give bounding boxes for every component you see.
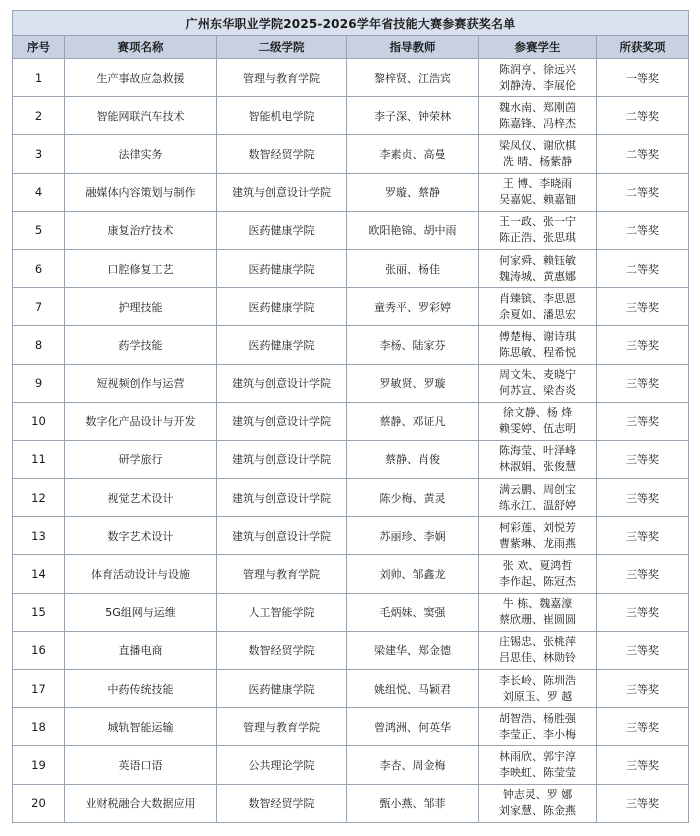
teacher-names: 罗敏贤、罗璇 [347,364,479,402]
teacher-names: 李杨、陆家芬 [347,326,479,364]
table-row [13,59,689,97]
row-number: 6 [13,249,65,287]
table-row [13,402,689,440]
student-pair: 吴嘉妮、赖嘉钿 [499,193,576,207]
student-pair: 吕思佳、林勋铃 [499,651,576,665]
college-name: 公共理论学院 [217,746,347,784]
event-name: 5G组网与运维 [65,593,217,631]
student-pair: 陈嘉锋、冯梓杰 [499,116,576,130]
college-name: 数智经贸学院 [217,784,347,822]
college-name: 智能机电学院 [217,97,347,135]
table-row [13,517,689,555]
college-name: 管理与教育学院 [217,555,347,593]
header-no: 序号 [13,36,65,59]
table-row [13,555,689,593]
event-name: 药学技能 [65,326,217,364]
event-name: 短视频创作与运营 [65,364,217,402]
row-number: 14 [13,555,65,593]
row-number: 15 [13,593,65,631]
event-name: 城轨智能运输 [65,708,217,746]
award-level: 三等奖 [597,708,689,746]
student-pair: 傅楚梅、谢诗琪 [499,329,576,343]
college-name: 建筑与创意设计学院 [217,364,347,402]
student-pair: 陈正浩、张思琪 [499,231,576,245]
teacher-names: 罗璇、蔡静 [347,173,479,211]
teacher-names: 刘帅、邹鑫龙 [347,555,479,593]
student-names [479,59,597,97]
college-name: 管理与教育学院 [217,59,347,97]
award-level: 二等奖 [597,97,689,135]
college-name: 数智经贸学院 [217,135,347,173]
student-names [479,288,597,326]
student-pair: 张 欢、夏鸿哲 [502,559,573,573]
student-names [479,440,597,478]
student-pair: 肖臻镔、李思恩 [499,291,576,305]
college-name: 医药健康学院 [217,326,347,364]
college-name: 医药健康学院 [217,670,347,708]
table-row [13,135,689,173]
award-level: 二等奖 [597,211,689,249]
table-row [13,97,689,135]
award-level: 三等奖 [597,364,689,402]
college-name: 建筑与创意设计学院 [217,173,347,211]
student-names [479,479,597,517]
event-name: 口腔修复工艺 [65,249,217,287]
header-event: 赛项名称 [65,36,217,59]
table-row [13,326,689,364]
header-row [13,36,689,59]
student-pair: 冼 晴、杨紫静 [502,154,573,168]
event-name: 融媒体内容策划与制作 [65,173,217,211]
row-number: 11 [13,440,65,478]
teacher-names: 曾鸿洲、何英华 [347,708,479,746]
student-pair: 蔡欣珊、崔圆圆 [499,613,576,627]
award-level: 二等奖 [597,249,689,287]
teacher-names: 陈少梅、黄灵 [347,479,479,517]
student-pair: 王 博、李晓雨 [502,177,573,191]
table-row [13,631,689,669]
event-name: 数字化产品设计与开发 [65,402,217,440]
teacher-names: 苏丽珍、李娴 [347,517,479,555]
college-name: 建筑与创意设计学院 [217,517,347,555]
student-pair: 陈润亨、徐远兴 [499,62,576,76]
student-pair: 周文朱、麦晓宁 [499,368,576,382]
student-pair: 王一政、张一宁 [499,215,576,229]
teacher-names: 李子深、钟荣林 [347,97,479,135]
student-pair: 陈思敏、程希悦 [499,345,576,359]
teacher-names: 甄小燕、邹菲 [347,784,479,822]
student-pair: 李作起、陈冠杰 [499,575,576,589]
college-name: 建筑与创意设计学院 [217,440,347,478]
event-name: 体育活动设计与设施 [65,555,217,593]
row-number: 17 [13,670,65,708]
row-number: 7 [13,288,65,326]
table-row [13,364,689,402]
table-row [13,440,689,478]
student-pair: 李莹正、李小梅 [499,727,576,741]
award-level: 三等奖 [597,326,689,364]
table-row [13,173,689,211]
student-names [479,517,597,555]
student-pair: 林淑娟、张俊慧 [499,460,576,474]
student-names [479,746,597,784]
event-name: 智能网联汽车技术 [65,97,217,135]
student-names [479,173,597,211]
event-name: 研学旅行 [65,440,217,478]
student-names [479,364,597,402]
student-pair: 满云鹏、周创宝 [499,482,576,496]
table-row [13,670,689,708]
table-row [13,249,689,287]
header-teachers: 指导教师 [347,36,479,59]
header-award: 所获奖项 [597,36,689,59]
award-level: 二等奖 [597,173,689,211]
student-pair: 梁凤仪、谢欣棋 [499,138,576,152]
table-row [13,746,689,784]
row-number: 9 [13,364,65,402]
student-names [479,670,597,708]
award-level: 三等奖 [597,555,689,593]
teacher-names: 欧阳艳锦、胡中雨 [347,211,479,249]
student-pair: 陈海莹、叶泽峰 [499,444,576,458]
event-name: 康复治疗技术 [65,211,217,249]
award-level: 一等奖 [597,59,689,97]
event-name: 业财税融合大数据应用 [65,784,217,822]
award-level: 三等奖 [597,440,689,478]
student-names [479,211,597,249]
award-level: 三等奖 [597,517,689,555]
teacher-names: 黎梓贤、江浩宾 [347,59,479,97]
event-name: 中药传统技能 [65,670,217,708]
student-pair: 李映虹、陈莹莹 [499,765,576,779]
teacher-names: 张丽、杨佳 [347,249,479,287]
student-pair: 魏水南、郑刚茵 [499,100,576,114]
student-names [479,631,597,669]
award-level: 三等奖 [597,593,689,631]
award-level: 三等奖 [597,288,689,326]
college-name: 管理与教育学院 [217,708,347,746]
row-number: 16 [13,631,65,669]
teacher-names: 毛炳妹、窦强 [347,593,479,631]
table-row [13,784,689,822]
row-number: 3 [13,135,65,173]
row-number: 19 [13,746,65,784]
row-number: 5 [13,211,65,249]
row-number: 10 [13,402,65,440]
student-pair: 何家舜、赖钰敏 [499,253,576,267]
event-name: 生产事故应急救援 [65,59,217,97]
award-level: 三等奖 [597,670,689,708]
row-number: 2 [13,97,65,135]
award-level: 三等奖 [597,784,689,822]
award-level: 三等奖 [597,479,689,517]
college-name: 医药健康学院 [217,249,347,287]
student-pair: 徐文静、杨 烽 [502,406,573,420]
table-row [13,708,689,746]
award-level: 三等奖 [597,746,689,784]
event-name: 视觉艺术设计 [65,479,217,517]
student-names [479,555,597,593]
student-names [479,249,597,287]
student-pair: 胡智浩、杨胜强 [499,711,576,725]
teacher-names: 蔡静、肖俊 [347,440,479,478]
student-pair: 柯彩莲、刘悦芳 [499,520,576,534]
row-number: 18 [13,708,65,746]
student-names [479,135,597,173]
college-name: 医药健康学院 [217,211,347,249]
event-name: 直播电商 [65,631,217,669]
teacher-names: 蔡静、邓证凡 [347,402,479,440]
teacher-names: 梁建华、郑金德 [347,631,479,669]
row-number: 12 [13,479,65,517]
student-names [479,326,597,364]
student-pair: 刘家慧、陈金燕 [499,804,576,818]
table-row [13,211,689,249]
student-pair: 李长岭、陈圳浩 [499,673,576,687]
teacher-names: 李素贞、高曼 [347,135,479,173]
student-names [479,784,597,822]
award-list-document [12,10,688,823]
award-level: 二等奖 [597,135,689,173]
college-name: 数智经贸学院 [217,631,347,669]
college-name: 人工智能学院 [217,593,347,631]
student-pair: 何苏宣、梁杏炎 [499,384,576,398]
table-title: 广州东华职业学院2025-2026学年省技能大赛参赛获奖名单 [13,11,689,36]
row-number: 13 [13,517,65,555]
student-pair: 魏涛城、黄惠娜 [499,269,576,283]
award-table [12,10,689,823]
header-college: 二级学院 [217,36,347,59]
student-names [479,593,597,631]
table-body [13,59,689,823]
event-name: 英语口语 [65,746,217,784]
row-number: 4 [13,173,65,211]
student-pair: 林雨欣、郭宇淳 [499,749,576,763]
college-name: 建筑与创意设计学院 [217,402,347,440]
student-pair: 赖雯婷、伍志明 [499,422,576,436]
student-names [479,708,597,746]
college-name: 医药健康学院 [217,288,347,326]
header-students: 参赛学生 [479,36,597,59]
student-names [479,97,597,135]
student-pair: 余夏如、潘思宏 [499,307,576,321]
award-level: 三等奖 [597,631,689,669]
row-number: 1 [13,59,65,97]
event-name: 护理技能 [65,288,217,326]
student-pair: 钟志灵、罗 娜 [502,788,573,802]
event-name: 法律实务 [65,135,217,173]
student-pair: 刘原玉、罗 越 [502,689,573,703]
student-pair: 曹紫琳、龙雨燕 [499,536,576,550]
student-pair: 刘静涛、李展伦 [499,78,576,92]
table-row [13,479,689,517]
award-level: 三等奖 [597,402,689,440]
event-name: 数字艺术设计 [65,517,217,555]
college-name: 建筑与创意设计学院 [217,479,347,517]
table-row [13,288,689,326]
teacher-names: 姚组悦、马颖君 [347,670,479,708]
student-pair: 练永江、温舒婷 [499,498,576,512]
teacher-names: 李杏、周金梅 [347,746,479,784]
row-number: 20 [13,784,65,822]
table-row [13,593,689,631]
student-pair: 庄锡忠、张桃萍 [499,635,576,649]
row-number: 8 [13,326,65,364]
student-names [479,402,597,440]
student-pair: 牛 栋、魏嘉濠 [502,597,573,611]
teacher-names: 童秀平、罗彩婷 [347,288,479,326]
